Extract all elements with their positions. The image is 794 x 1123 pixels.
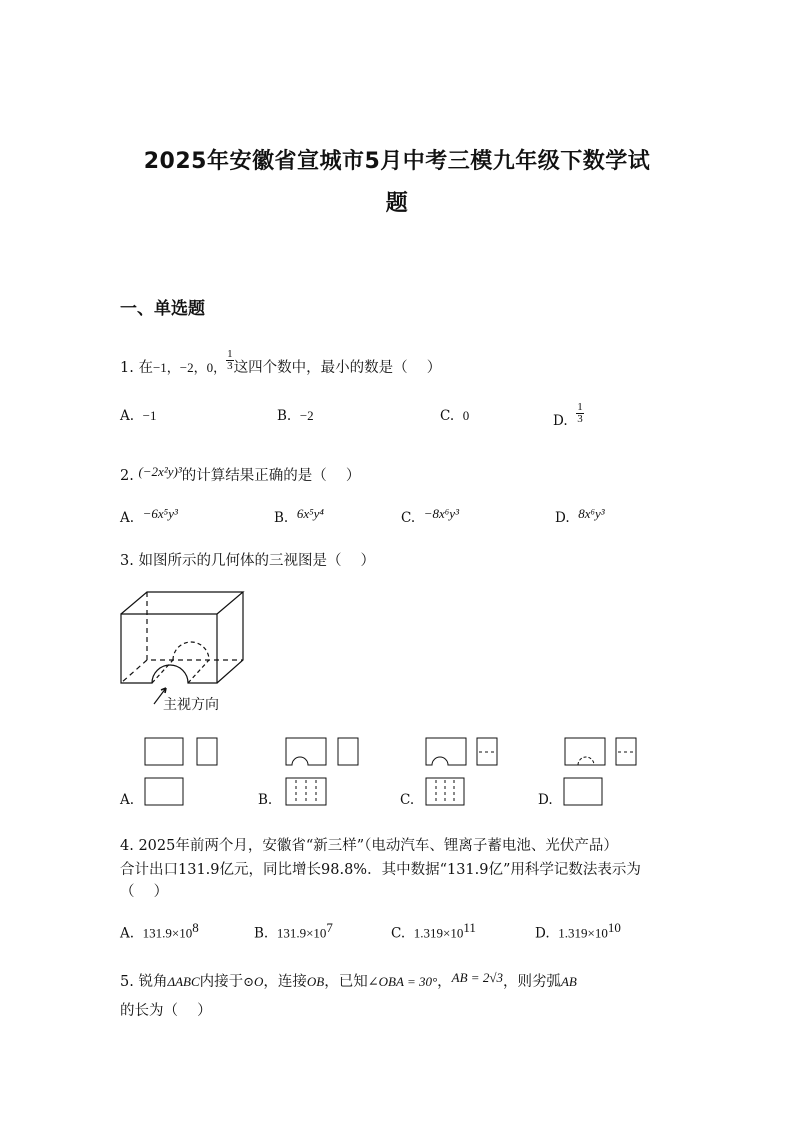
fraction-denominator: 3: [577, 413, 583, 425]
question-text: 2025年前两个月，安徽省“新三样”（电动汽车、锂离子蓄电池、光伏产品）: [138, 838, 618, 854]
question-number: 5.: [120, 974, 134, 990]
question-text: 内接于: [199, 974, 244, 990]
question-number: 2.: [120, 468, 134, 484]
front-view-c: [426, 738, 466, 765]
option-a[interactable]: [120, 920, 199, 942]
question-number: 3.: [120, 553, 134, 569]
option-label: C.: [401, 510, 416, 526]
fraction-denominator: 3: [227, 359, 233, 372]
figure-caption: 主视方向: [163, 697, 219, 713]
question-text: 这四个数中，最小的数是（ ）: [233, 360, 442, 376]
section-heading: 一、单选题: [120, 299, 205, 319]
option-value: 131.9×10: [276, 925, 327, 941]
front-view-d: [565, 738, 605, 765]
top-view-d: [564, 778, 602, 805]
math-angle: ∠OBA = 30°: [367, 974, 438, 989]
option-exponent: 8: [192, 920, 199, 935]
option-label: B.: [277, 408, 292, 424]
front-view-a: [145, 738, 183, 765]
option-value: −6x⁵y³: [142, 506, 178, 521]
option-value: −8x⁶y³: [423, 506, 459, 521]
question-4: [120, 834, 618, 855]
math-arc: AB: [560, 974, 577, 989]
option-label: B.: [254, 925, 269, 942]
option-value: −2: [299, 408, 314, 423]
option-exponent: 7: [326, 920, 333, 935]
fraction-numerator: 1: [577, 401, 583, 413]
math-expression: (−2x²y)³: [138, 464, 182, 479]
top-view-a: [145, 778, 183, 805]
option-label: C.: [391, 925, 406, 942]
option-value: −1: [142, 408, 157, 423]
question-5-line-2: 的长为（ ）: [120, 1003, 212, 1019]
question-text: ，则劣弧: [502, 974, 561, 990]
math-length: AB = 2√3: [451, 970, 503, 985]
option-label: C.: [440, 408, 455, 424]
math-segment: OB: [306, 974, 325, 989]
option-a[interactable]: A.: [120, 792, 135, 808]
option-exponent: 11: [463, 920, 476, 935]
option-d[interactable]: [535, 920, 621, 942]
option-label: D.: [535, 925, 550, 942]
front-view-b: [286, 738, 326, 765]
option-b[interactable]: [254, 920, 333, 942]
question-4-line-2: 合计出口131.9亿元，同比增长98.8%．其中数据“131.9亿”用科学记数法表示为: [120, 862, 641, 878]
option-label: D.: [553, 413, 568, 429]
option-value: 1.319×10: [558, 925, 608, 941]
option-label: A.: [120, 408, 135, 424]
option-b[interactable]: B.: [258, 792, 273, 808]
option-value: 8x⁶y³: [578, 506, 605, 521]
option-c[interactable]: C.: [400, 792, 415, 808]
option-value: 6x⁵y⁴: [296, 506, 324, 521]
math-triangle: ΔABC: [167, 974, 200, 989]
option-value: 131.9×10: [142, 925, 193, 941]
question-text: ，已知: [324, 974, 368, 990]
question-text: ，: [437, 974, 452, 990]
question-text: ，连接: [263, 974, 307, 990]
question-text: 如图所示的几何体的三视图是（ ）: [138, 553, 376, 569]
option-exponent: 10: [607, 920, 621, 935]
side-view-a: [197, 738, 217, 765]
option-value: 0: [462, 408, 470, 423]
question-4-line-3: （ ）: [120, 884, 169, 900]
fraction-numerator: 1: [227, 347, 233, 360]
question-text: 的计算结果正确的是（ ）: [181, 468, 361, 484]
option-label: D.: [555, 510, 570, 526]
option-label: B.: [274, 510, 289, 526]
question-text: 在: [138, 360, 153, 376]
question-5: [120, 970, 577, 991]
math-circle: ⊙O: [243, 974, 264, 989]
page-title-line-1: 2025年安徽省宣城市5月中考三模九年级下数学试: [143, 149, 651, 174]
side-view-b: [338, 738, 358, 765]
option-c[interactable]: [391, 920, 476, 942]
option-d[interactable]: D.: [538, 792, 553, 808]
question-number: 1.: [120, 360, 134, 376]
math-numbers: −1，−2，0，: [152, 360, 227, 375]
option-label: A.: [120, 510, 135, 526]
question-text: 锐角: [138, 974, 168, 990]
option-value: 1.319×10: [413, 925, 464, 941]
page-title-line-2: 题: [385, 191, 409, 216]
option-label: A.: [120, 925, 135, 942]
question-number: 4.: [120, 838, 134, 854]
